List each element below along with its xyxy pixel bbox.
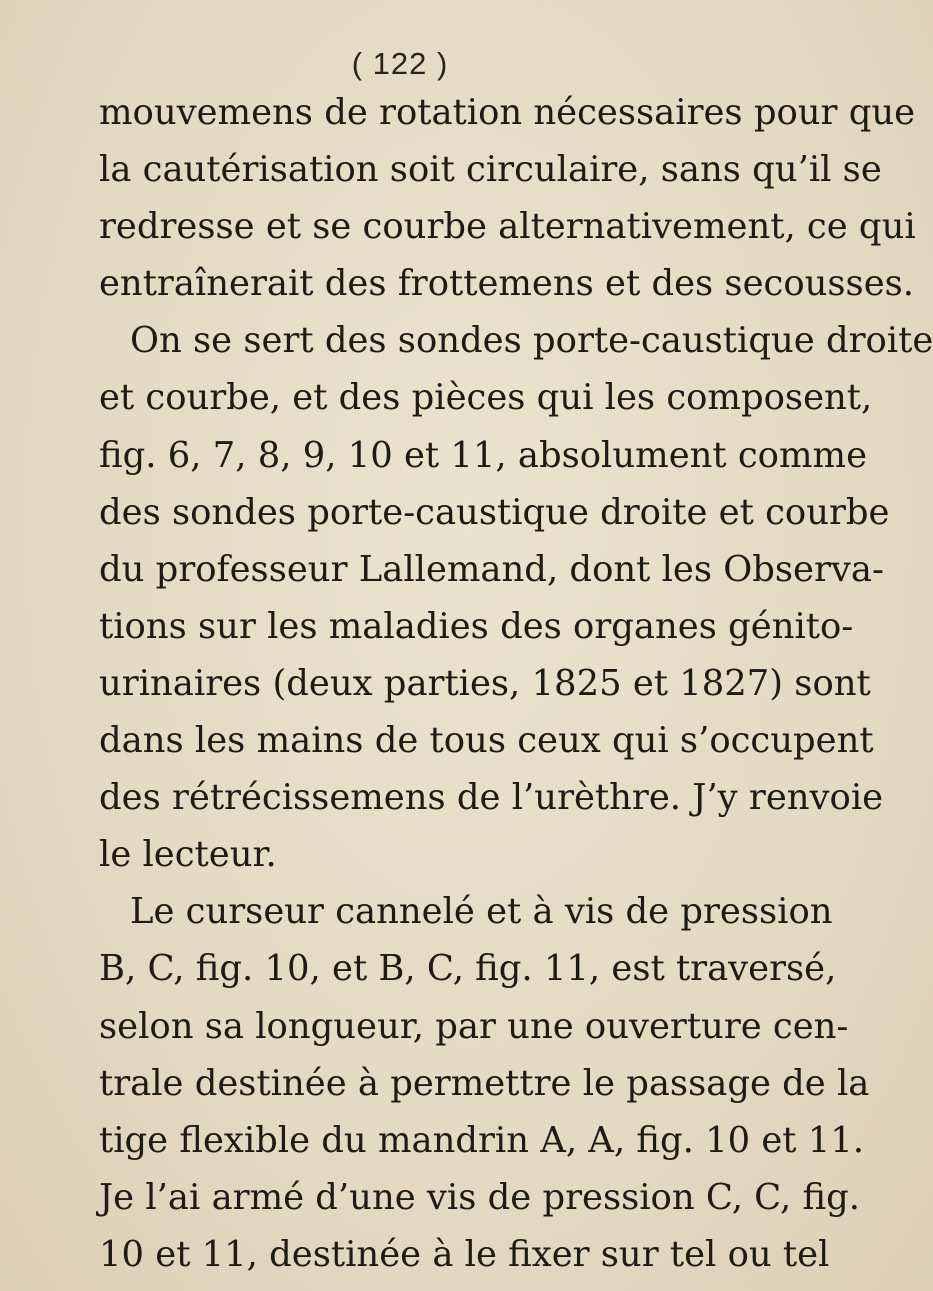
page-number: ( 122 ) bbox=[351, 46, 449, 81]
text-line-13: des rétrécissemens de l’urèthre. J’y renvoie bbox=[99, 777, 884, 819]
text-line-7: fig. 6, 7, 8, 9, 10 et 11, absolument comme bbox=[99, 434, 868, 476]
text-line-9: du professeur Lallemand, dont les Observa- bbox=[99, 548, 884, 590]
text-line-12: dans les mains de tous ceux qui s’occupent bbox=[99, 720, 874, 762]
text-line-10: tions sur les maladies des organes génito- bbox=[99, 605, 854, 647]
text-line-6: et courbe, et des pièces qui les composent, bbox=[99, 377, 873, 419]
text-line-11: urinaires (deux parties, 1825 et 1827) sont bbox=[99, 662, 871, 704]
text-line-20: Je l’ai armé d’une vis de pression C, C, fig. bbox=[99, 1176, 860, 1218]
text-line-19: tige flexible du mandrin A, A, fig. 10 et 11. bbox=[99, 1119, 864, 1161]
text-line-3: redresse et se courbe alternativement, ce qui bbox=[99, 206, 916, 248]
text-line-4: entraînerait des frottemens et des secousses. bbox=[99, 263, 915, 305]
text-line-5: On se sert des sondes porte-caustique droite bbox=[130, 320, 933, 362]
text-line-17: selon sa longueur, par une ouverture cen- bbox=[99, 1005, 849, 1047]
text-line-18: trale destinée à permettre le passage de la bbox=[99, 1062, 870, 1104]
text-line-1: mouvemens de rotation nécessaires pour que bbox=[99, 92, 916, 133]
text-line-21: 10 et 11, destinée à le fixer sur tel ou tel bbox=[99, 1233, 830, 1275]
text-line-14: le lecteur. bbox=[99, 834, 277, 876]
text-line-15: Le curseur cannelé et à vis de pression bbox=[130, 891, 833, 933]
text-line-2: la cautérisation soit circulaire, sans qu’il se bbox=[99, 149, 882, 191]
text-line-16: B, C, fig. 10, et B, C, fig. 11, est traversé, bbox=[99, 948, 837, 990]
text-line-8: des sondes porte-caustique droite et courbe bbox=[99, 491, 890, 533]
